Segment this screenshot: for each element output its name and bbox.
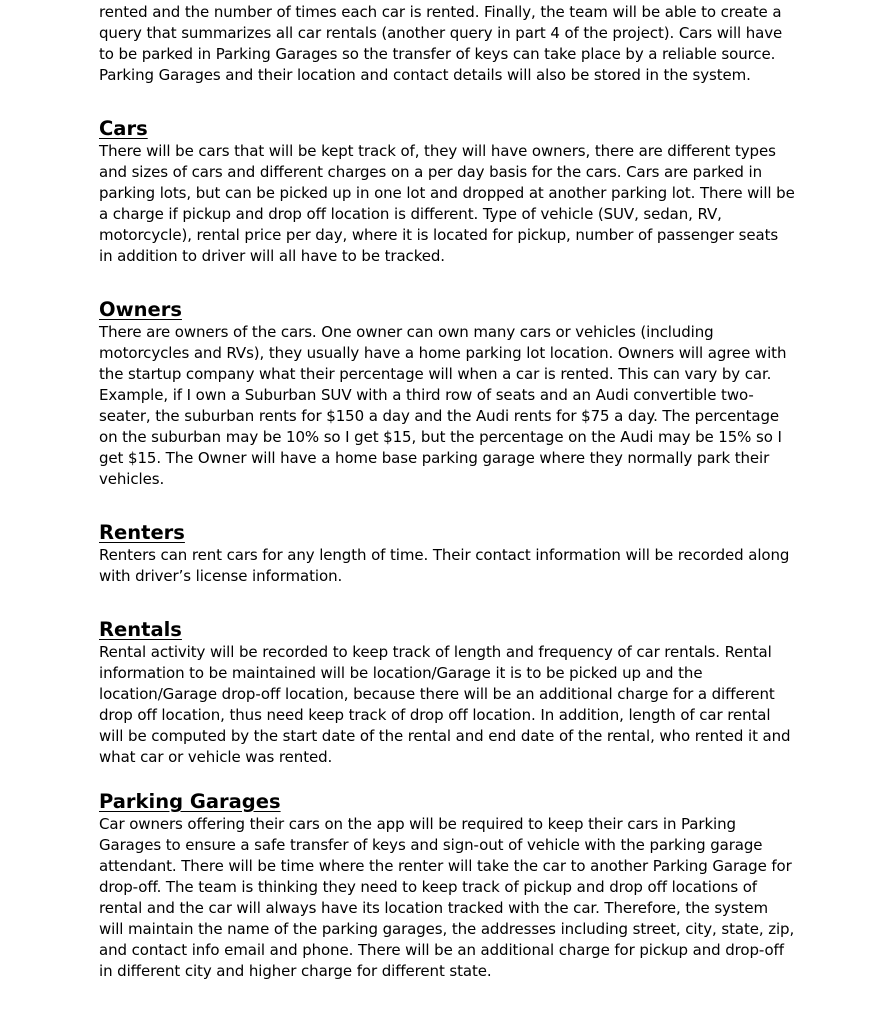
section-heading-owners: Owners	[99, 298, 182, 321]
section-cars	[99, 117, 795, 267]
intro-paragraph: rented and the number of times each car is rented. Finally, the team will be able to create a query that summarizes all car rentals (another query in part 4 of the project). Cars will have to be parked in Parking Garages so the transfer of keys can take place by a reliable source. Parking Garages and their location and contact details will also be stored in the system.	[99, 3, 783, 84]
section-renters	[99, 521, 795, 587]
section-owners	[99, 298, 795, 490]
section-body-cars: There will be cars that will be kept track of, they will have owners, there are different types and sizes of cars and different charges on a per day basis for the cars. Cars are parked in parking lots, but can be picked up in one lot and dropped at another parking lot. There will be a charge if pickup and drop off location is different. Type of vehicle (SUV, sedan, RV, motorcycle), rental price per day, where it is located for pickup, number of passenger seats in addition to driver will all have to be tracked.	[99, 142, 795, 265]
section-body-renters: Renters can rent cars for any length of time. Their contact information will be recorded along with driver’s license information.	[99, 546, 790, 585]
section-body-rentals: Rental activity will be recorded to keep track of length and frequency of car rentals. Rental information to be maintained will be location/Garage it is to be picked up and the location/Garage drop-off location, because there will be an additional charge for a different drop off location, thus need keep track of drop off location. In addition, length of car rental will be computed by the start date of the rental and end date of the rental, who rented it and what car or vehicle was rented.	[99, 643, 791, 766]
section-parking-garages	[99, 790, 795, 982]
section-heading-parking-garages: Parking Garages	[99, 790, 281, 813]
section-body-parking-garages: Car owners offering their cars on the app will be required to keep their cars in Parking Garages to ensure a safe transfer of keys and sign-out of vehicle with the parking garage attendant. There will be time where the renter will take the car to another Parking Garage for drop-off. The team is thinking they need to keep track of pickup and drop off locations of rental and the car will always have its location tracked with the car. Therefore, the system will maintain the name of the parking garages, the addresses including street, city, state, zip, and contact info email and phone. There will be an additional charge for pickup and drop-off in different city and higher charge for different state.	[99, 815, 795, 980]
section-heading-rentals: Rentals	[99, 618, 182, 641]
section-heading-cars: Cars	[99, 117, 148, 140]
document-page	[99, 0, 795, 982]
section-heading-renters: Renters	[99, 521, 185, 544]
section-body-owners: There are owners of the cars. One owner can own many cars or vehicles (including motorcycles and RVs), they usually have a home parking lot location. Owners will agree with the startup company what their percentage will when a car is rented. This can vary by car. Example, if I own a Suburban SUV with a third row of seats and an Audi convertible two-seater, the suburban rents for $150 a day and the Audi rents for $75 a day. The percentage on the suburban may be 10% so I get $15, but the percentage on the Audi may be 15% so I get $15. The Owner will have a home base parking garage where they normally park their vehicles.	[99, 323, 787, 488]
section-rentals	[99, 618, 795, 768]
